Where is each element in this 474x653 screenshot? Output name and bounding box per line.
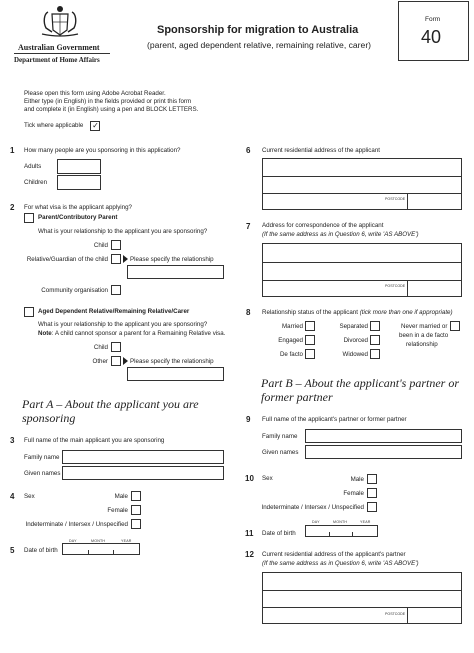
q8-question-text: Relationship status of the applicant xyxy=(262,309,358,316)
q4-female-label: Female xyxy=(107,507,128,514)
q4-indeterminate-label: Indeterminate / Intersex / Unspecified xyxy=(25,521,128,528)
q1-question: How many people are you sponsoring in this application? xyxy=(24,147,181,154)
q9-question: Full name of the applicant's partner or former partner xyxy=(262,416,407,423)
defacto-checkbox[interactable] xyxy=(305,349,315,359)
q11-dob-label: Date of birth xyxy=(262,530,296,537)
q10-female-checkbox[interactable] xyxy=(367,488,377,498)
q11-dob-input[interactable] xyxy=(305,525,378,537)
q10-male-label: Male xyxy=(350,476,364,483)
q3-family-label: Family name xyxy=(24,454,60,461)
never-married-label-2: been in a de facto xyxy=(399,332,449,339)
q7-note: (If the same address as in Question 6, write 'AS ABOVE') xyxy=(262,231,419,238)
engaged-label: Engaged xyxy=(278,337,303,344)
q6-postcode-label: POSTCODE xyxy=(385,197,406,201)
tick-example-box xyxy=(90,121,100,131)
separated-checkbox[interactable] xyxy=(370,321,380,331)
q9-given-label: Given names xyxy=(262,449,299,456)
q2-question: For what visa is the applicant applying? xyxy=(24,204,132,211)
widowed-checkbox[interactable] xyxy=(370,349,380,359)
q8-note: (tick more than one if appropriate) xyxy=(357,309,453,316)
q5-day-label: DAY xyxy=(69,539,77,543)
intro-line-1: Please open this form using Adobe Acrobat Reader. xyxy=(24,90,166,97)
q10-indeterminate-label: Indeterminate / Intersex / Unspecified xyxy=(261,504,364,511)
q1-adults-label: Adults xyxy=(24,163,42,170)
dept-name: Department of Home Affairs xyxy=(14,56,100,64)
arrow-right-icon xyxy=(123,255,128,263)
q6-question: Current residential address of the applicant xyxy=(262,147,380,154)
q5-year-label: YEAR xyxy=(121,539,132,543)
note-label: Note xyxy=(38,330,52,337)
defacto-label: De facto xyxy=(279,351,303,358)
parent-child-label: Child xyxy=(93,242,108,249)
community-org-label: Community organisation xyxy=(41,287,108,294)
q12-postcode-label: POSTCODE xyxy=(385,612,406,616)
married-label: Married xyxy=(282,323,303,330)
parent-visa-checkbox[interactable] xyxy=(24,213,34,223)
q3-number: 3 xyxy=(10,436,15,445)
q1-children-label: Children xyxy=(24,179,48,186)
adults-input[interactable] xyxy=(57,159,101,174)
q7-postcode-label: POSTCODE xyxy=(385,284,406,288)
q4-male-checkbox[interactable] xyxy=(131,491,141,501)
q3-question: Full name of the main applicant you are sponsoring xyxy=(24,437,165,444)
q12-note: (If the same address as in Question 6, write 'AS ABOVE') xyxy=(262,560,419,567)
part-a-title-line1: Part A – About the applicant you are xyxy=(22,397,199,411)
intro-line-3: and complete it (in English) using a pen and BLOCK LETTERS. xyxy=(24,106,199,113)
q4-number: 4 xyxy=(10,492,15,501)
page-title: Sponsorship for migration to Australia xyxy=(157,24,359,36)
q8-number: 8 xyxy=(246,308,251,317)
community-org-checkbox[interactable] xyxy=(111,285,121,295)
q10-number: 10 xyxy=(245,474,254,483)
partner-family-name-input[interactable] xyxy=(305,429,462,443)
q10-female-label: Female xyxy=(343,490,364,497)
married-checkbox[interactable] xyxy=(305,321,315,331)
aged-other-label: Other xyxy=(92,358,108,365)
engaged-checkbox[interactable] xyxy=(305,335,315,345)
divorced-checkbox[interactable] xyxy=(370,335,380,345)
part-b-title-line1: Part B – About the applicant's partner or xyxy=(261,376,460,390)
parent-visa-label: Parent/Contributory Parent xyxy=(38,214,118,221)
gov-name: Australian Government xyxy=(18,43,100,52)
q4-female-checkbox[interactable] xyxy=(131,505,141,515)
form-number-box xyxy=(398,1,469,61)
arrow-right-icon xyxy=(123,357,128,365)
q5-number: 5 xyxy=(10,546,15,555)
aged-relationship-question: What is your relationship to the applicant you are sponsoring? xyxy=(38,321,208,328)
aged-relationship-input[interactable] xyxy=(127,367,224,381)
parent-relationship-input[interactable] xyxy=(127,265,224,279)
q3-given-label: Given names xyxy=(24,470,61,477)
main-applicant-given-names-input[interactable] xyxy=(62,466,224,480)
q4-sex-label: Sex xyxy=(24,493,35,500)
main-applicant-family-name-input[interactable] xyxy=(62,450,224,464)
header-divider xyxy=(14,53,110,54)
q10-male-checkbox[interactable] xyxy=(367,474,377,484)
q11-year-label: YEAR xyxy=(360,520,371,524)
separated-label: Separated xyxy=(339,323,368,330)
q12-question: Current residential address of the applicant's partner xyxy=(262,551,406,558)
aged-child-checkbox[interactable] xyxy=(111,342,121,352)
q9-number: 9 xyxy=(246,415,251,424)
q6-address-input[interactable] xyxy=(262,158,462,210)
relative-guardian-checkbox[interactable] xyxy=(111,254,121,264)
aged-child-label: Child xyxy=(93,344,108,351)
crest-logo xyxy=(34,4,86,38)
part-b-title-line2: former partner xyxy=(261,390,333,404)
partner-given-names-input[interactable] xyxy=(305,445,462,459)
never-married-label-1: Never married or xyxy=(401,323,448,330)
aged-dependent-checkbox[interactable] xyxy=(24,307,34,317)
never-married-label-3: relationship xyxy=(406,341,438,348)
q10-sex-label: Sex xyxy=(262,475,273,482)
q1-number: 1 xyxy=(10,146,15,155)
q5-month-label: MONTH xyxy=(91,539,106,543)
q9-family-label: Family name xyxy=(262,433,298,440)
q12-address-input[interactable] xyxy=(262,572,462,624)
q2-number: 2 xyxy=(10,203,15,212)
divorced-label: Divorced xyxy=(343,337,368,344)
aged-dependent-label: Aged Dependent Relative/Remaining Relative/Carer xyxy=(38,308,190,315)
widowed-label: Widowed xyxy=(342,351,368,358)
q5-dob-label: Date of birth xyxy=(24,547,58,554)
q6-number: 6 xyxy=(246,146,251,155)
q7-question: Address for correspondence of the applicant xyxy=(262,222,384,229)
q11-day-label: DAY xyxy=(312,520,320,524)
parent-specify-label: Please specify the relationship xyxy=(130,256,214,263)
aged-specify-label: Please specify the relationship xyxy=(130,358,214,365)
q12-number: 12 xyxy=(245,550,254,559)
page-subtitle: (parent, aged dependent relative, remaining relative, carer) xyxy=(147,40,372,50)
part-a-title-line2: sponsoring xyxy=(22,411,76,425)
q8-question xyxy=(262,309,453,317)
tick-instruction: Tick where applicable xyxy=(24,122,84,129)
aged-other-checkbox[interactable] xyxy=(111,356,121,366)
form-number: 40 xyxy=(421,27,442,47)
parent-relationship-question: What is your relationship to the applicant you are sponsoring? xyxy=(38,228,208,235)
q10-indeterminate-checkbox[interactable] xyxy=(367,502,377,512)
q5-dob-input[interactable] xyxy=(62,543,140,555)
q11-number: 11 xyxy=(245,529,254,538)
q11-month-label: MONTH xyxy=(333,520,348,524)
q7-number: 7 xyxy=(246,222,251,231)
children-input[interactable] xyxy=(57,175,101,190)
parent-child-checkbox[interactable] xyxy=(111,240,121,250)
q7-address-input[interactable] xyxy=(262,243,462,297)
aged-note xyxy=(38,330,225,338)
relative-guardian-label: Relative/Guardian of the child xyxy=(26,256,108,263)
tick-mark: ✓ xyxy=(92,121,99,130)
intro-line-2: Either type (in English) in the fields provided or print this form xyxy=(24,98,192,105)
q4-indeterminate-checkbox[interactable] xyxy=(131,519,141,529)
q4-male-label: Male xyxy=(114,493,128,500)
never-married-checkbox[interactable] xyxy=(450,321,460,331)
form-label: Form xyxy=(425,16,441,23)
note-text: : A child cannot sponsor a parent for a Remaining Relative visa. xyxy=(51,330,226,337)
